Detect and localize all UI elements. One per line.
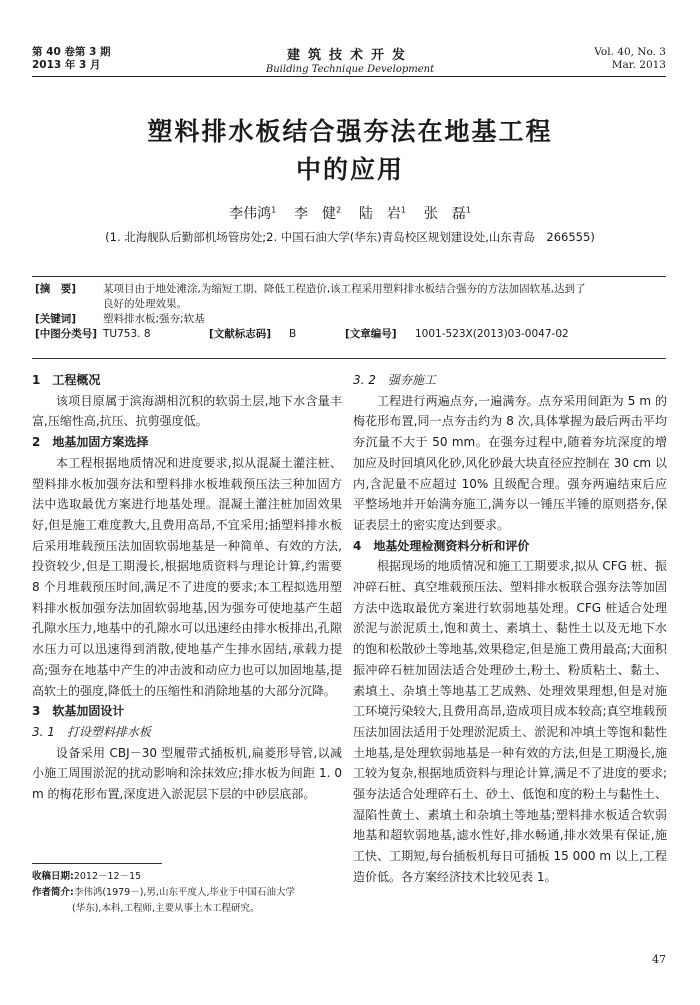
author-aff-mark: 1 <box>271 205 277 215</box>
clc-number: TU753. 8 <box>103 328 151 340</box>
left-column <box>32 370 342 805</box>
author-bio: 李伟鸿(1979－),男,山东平度人,毕业于中国石油大学 <box>73 887 295 898</box>
abstract-block <box>35 282 665 342</box>
paragraph: 该项目原属于滨海湖相沉积的软弱土层,地下水含量丰富,压缩性高,抗压、抗剪强度低。 <box>32 393 342 429</box>
section-heading: 1 工程概况 <box>32 373 101 387</box>
paragraph: 设备采用 CBJ－30 型履带式插板机,扁菱形导管,以减小施工周围淤泥的扰动影响和涂抹效应;排水板为间距 1. 0 m 的梅花形布置,深度进入淤泥层下层的中砂层底部。 <box>32 745 342 802</box>
author-aff-mark: 2 <box>336 205 342 215</box>
author-name: 李 健 <box>294 206 336 222</box>
journal-name-en: Building Technique Development <box>265 64 435 75</box>
author-bio-label: 作者简介: <box>32 887 74 898</box>
abstract-top-rule <box>32 276 666 277</box>
keywords-label: [关键词] <box>35 313 77 325</box>
abstract-bottom-rule <box>32 358 666 359</box>
author-aff-mark: 1 <box>465 205 471 215</box>
header-journal <box>200 44 500 75</box>
title-line-2: 中的应用 <box>295 155 404 184</box>
author-name: 李伟鸿 <box>229 206 272 222</box>
section-heading: 3 软基加固设计 <box>32 704 125 719</box>
abstract-text-cont: 良好的处理效果。 <box>103 298 187 310</box>
clc-label: [中图分类号] <box>35 328 98 340</box>
abstract-label: [摘 要] <box>35 283 77 295</box>
header-issue <box>594 46 666 72</box>
header-date-en: Mar. 2013 <box>611 59 666 71</box>
subsection-heading: 3. 1 打设塑料排水板 <box>32 724 151 739</box>
title-line-1: 塑料排水板结合强夯法在地基工程 <box>147 117 553 146</box>
header-vol-en: Vol. 40, No. 3 <box>594 46 666 58</box>
paragraph: 工程进行两遍点夯,一遍满夯。点夯采用间距为 5 m 的梅花形布置,同一点夯击约为 8 次,具体掌握为最后两击平均夯沉量不大于 50 mm。在强夯过程中,随着夯坑深度的增加应及时回填风化砂,风化砂最大块直径应控制在 30 cm 以内,含泥量不应超过 10% 且级配合理。强夯两遍结束后应平整场地并开始满夯施工,满夯以一锤压半锤的原则搭夯,保证表层土的密实度达到要求。 <box>353 393 667 532</box>
section-heading: 4 地基处理检测资料分析和评价 <box>353 538 530 553</box>
paragraph: 根据现场的地质情况和施工工期要求,拟从 CFG 桩、振冲碎石桩、真空堆载预压法、塑料排水板联合强夯法等加固方法中选取最优方案进行软弱地基处理。CFG 桩适合处理淤泥与淤泥质土,饱和黄土、素填土、黏性土以及无地下水的饱和松散砂土等地基,效果稳定,但是施工费用最高;大面积振冲碎石桩加固法适合处理砂土,粉土、粉质粘土、黏土、素填土、杂填土等地基工艺成熟、处理效果理想,但是对施工环境污染较大,且费用高昂,造成项目成本较高;真空堆载预压法加固法适用于处理淤泥质土、淤泥和冲填土等饱和黏性土地基,是处理软弱地基是一种有效的方法,但是工期漫长,施工较为复杂,根据地质资料与理论计算,满足不了进度的要求;强夯法适合处理碎石土、砂土、低饱和度的粉土与黏性土、湿陷性黄土、素填土和杂填土等地基;塑料排水板适合软弱地基和超软弱地基,滤水性好,排水畅通,排水效果有保证,施工快、工期短,每台插板机每日可插板 15 000 m 以上,工程造价低。各方案经济技术比较见表 1。 <box>353 559 667 884</box>
author-name: 张 磊 <box>423 206 466 222</box>
right-column <box>353 370 667 888</box>
header-vol-cn: 第 40 卷第 3 期 <box>32 46 111 58</box>
received-date: 2012－12－15 <box>73 871 142 882</box>
abstract-text: 某项目由于地处滩涂,为缩短工期、降低工程造价,该工程采用塑料排水板结合强夯的方法加固软基,达到了 <box>103 283 586 295</box>
affiliation: (1. 北海舰队后勤部机场管房处;2. 中国石油大学(华东)青岛校区规划建设处,山东青岛 266555) <box>105 230 595 244</box>
paragraph: 本工程根据地质情况和进度要求,拟从混凝土灌注桩、塑料排水板加强夯法和塑料排水板堆载预压法三种加固方法中选取最优方案进行地基处理。混凝土灌注桩加固效果好,但是施工难度教大,且费用高昂,不宜采用;插塑料排水板后采用堆载预压法加固软弱地基是一种简单、有效的方法,投资较少,但是工期漫长,根据地质资料与理论计算,约需要 8 个月堆载预压时间,满足不了进度的要求;本工程拟选用塑料排水板加强夯法加固软弱地基,因为强夯可使地基产生超孔隙水压力,地基中的孔隙水可以迅速经由排水板排出,孔隙水压力可以迅速得到消散,使地基产生排水固结,承载力提高;强夯在地基中产生的冲击波和动应力也可以加固地基,提高软土的强度,降低土的压缩性和消除地基的大部分沉降。 <box>32 455 342 698</box>
footnote <box>32 869 342 917</box>
section-heading: 2 地基加固方案选择 <box>32 435 149 450</box>
page-number: 47 <box>652 953 666 966</box>
received-label: 收稿日期: <box>32 871 74 882</box>
author-list <box>0 203 700 223</box>
doc-code-label: [文献标志码] <box>209 328 272 340</box>
header-divider <box>32 76 666 77</box>
header-date-cn: 2013 年 3 月 <box>32 59 101 71</box>
doc-code: B <box>289 328 297 340</box>
header-volume <box>32 46 111 72</box>
author-aff-mark: 1 <box>400 205 406 215</box>
article-no-label: [文章编号] <box>345 328 397 340</box>
article-no: 1001-523X(2013)03-0047-02 <box>415 328 569 340</box>
keywords: 塑料排水板;强夯;软基 <box>103 313 205 325</box>
article-title <box>0 113 700 189</box>
journal-name-cn: 建筑技术开发 <box>286 48 413 63</box>
author-name: 陆 岩 <box>358 206 401 222</box>
footnote-rule <box>32 863 162 864</box>
author-bio-cont: (华东),本科,工程师,主要从事土木工程研究。 <box>72 903 260 914</box>
subsection-heading: 3. 2 强夯施工 <box>353 373 436 387</box>
